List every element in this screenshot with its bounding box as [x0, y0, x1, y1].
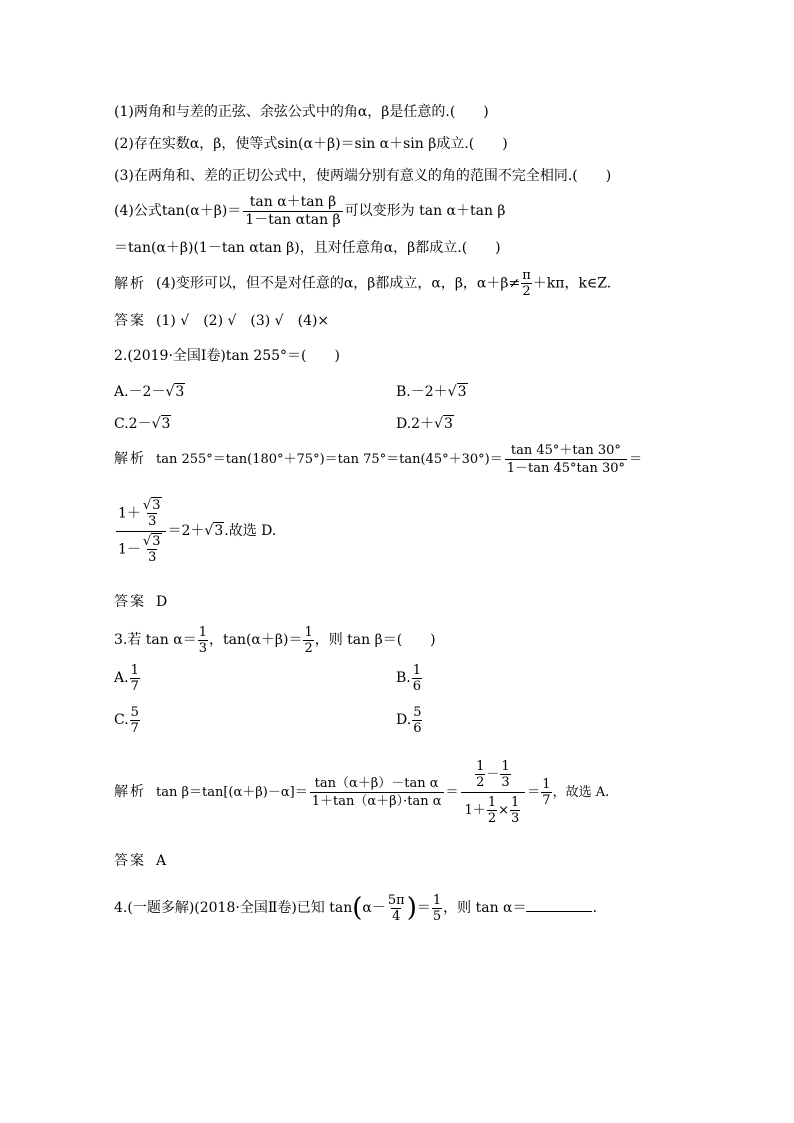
q1-analysis-fraction [521, 268, 532, 299]
q4-alpha-minus: α－ [362, 900, 386, 916]
q3-option-d-num: 5 [413, 704, 422, 720]
q2-result-radicand: 3 [214, 523, 224, 539]
q3-answer-text: A [156, 853, 167, 869]
q3-analysis-fraction-1 [310, 775, 444, 810]
q2-one-minus: 1－ [118, 541, 141, 557]
q3-stem [114, 622, 436, 658]
analysis-label: 解析 [114, 451, 146, 467]
q2-option-a-text: A.－2－ [114, 384, 166, 400]
q2-one-plus: 1＋ [118, 505, 141, 521]
q3-frac1-denominator: 1＋tan（α＋β）·tan α [311, 794, 442, 809]
q3-complex-denominator [461, 792, 526, 826]
q2-den-denominator: 3 [148, 549, 157, 565]
q3-option-b-num: 1 [412, 662, 422, 678]
q2-option-d-text: D.2＋ [396, 416, 435, 432]
q1-s4-fraction [243, 194, 342, 229]
q3-result-den: 7 [542, 793, 551, 808]
q4-five: 5 [432, 908, 442, 924]
q2-option-c-radicand: 3 [161, 416, 171, 432]
q1-analysis-end: ＋kπ，k∈Z. [532, 275, 612, 292]
q3-result-num: 1 [542, 777, 551, 792]
q4-four: 4 [392, 908, 401, 924]
q2-den-radicand: 3 [152, 533, 161, 549]
analysis-label: 解析 [114, 784, 146, 800]
q3-complex-fraction [461, 759, 526, 826]
q3-tan-sum-den: 2 [304, 640, 313, 656]
q3-option-b [396, 660, 423, 696]
q4-period: . [592, 900, 597, 916]
q1-s4-denominator: 1－tan αtan β [245, 211, 341, 228]
q2-option-a [114, 382, 185, 402]
q3-equals-1: ＝ [445, 785, 459, 800]
q3-cf-n1: 1 [476, 759, 485, 774]
q3-stem-c: ，则 tan β＝( ) [314, 632, 436, 648]
q2-equals: ＝ [629, 452, 643, 467]
q2-option-c [114, 414, 171, 434]
q2-analysis-fraction [505, 442, 627, 477]
q2-frac-numerator: tan 45°＋tan 30° [510, 443, 621, 458]
right-paren-icon: ) [406, 893, 417, 923]
q2-answer [114, 592, 167, 612]
q3-option-a-text: A. [114, 670, 129, 686]
q2-stem: 2.(2019·全国Ⅰ卷)tan 255°＝( ) [114, 348, 340, 364]
q3-option-c-text: C. [114, 712, 129, 728]
q1-analysis [114, 268, 611, 299]
q3-complex-numerator [470, 759, 516, 792]
q1-answer [114, 311, 329, 331]
q3-answer [114, 851, 166, 871]
q3-cf-n4: 1 [511, 795, 520, 810]
q3-option-b-text: B. [396, 670, 411, 686]
sqrt-icon: √ [165, 384, 175, 400]
q3-analysis-text: tan β＝tan[(α＋β)－α]＝ [156, 785, 308, 800]
q3-stem-a: 3.若 tan α＝ [114, 632, 197, 648]
q3-option-a-num: 1 [130, 662, 139, 678]
q3-cf-n2: 1 [501, 759, 510, 774]
q3-cf-n3: 1 [487, 795, 497, 810]
q3-cf-d4: 3 [511, 811, 520, 826]
q1-analysis-text: (4)变形可以，但不是对任意的α，β都成立，α，β，α＋β≠ [156, 275, 521, 292]
q3-tan-alpha-num: 1 [198, 624, 207, 640]
q3-choose: ，故选 A. [552, 785, 610, 800]
q1-answer-text: (1) √ (2) √ (3) √ (4)× [156, 313, 330, 329]
q2-num-denominator: 3 [148, 513, 157, 529]
left-paren-icon: ( [352, 893, 363, 923]
q3-tan-sum-num: 1 [304, 624, 313, 640]
sqrt-icon: √ [151, 416, 161, 432]
q2-analysis [114, 440, 642, 479]
q4-five-pi: 5π [387, 892, 405, 908]
q3-cf-d3: 2 [487, 811, 497, 826]
q4-one: 1 [432, 892, 442, 908]
q3-cf-d1: 2 [476, 775, 485, 790]
q3-frac1-numerator: tan（α＋β）－tan α [314, 776, 439, 791]
q3-cf-minus: － [486, 767, 500, 782]
q2-frac-denominator: 1－tan 45°tan 30° [506, 461, 626, 476]
q1-statement-3: (3)在两角和、差的正切公式中，使两端分别有意义的角的范围不完全相同.( ) [114, 168, 612, 184]
analysis-label: 解析 [114, 275, 146, 292]
q4-equals: ＝ [416, 900, 431, 916]
sqrt-icon: √ [434, 416, 444, 432]
q1-pi: π [522, 268, 531, 283]
answer-label: 答案 [114, 853, 146, 869]
q1-s4-prefix: (4)公式tan(α＋β)＝ [114, 203, 242, 219]
q1-s4-numerator: tan α＋tan β [249, 193, 337, 210]
q3-option-b-den: 6 [412, 678, 422, 694]
q3-option-a [114, 660, 141, 696]
q1-statement-4-line2: ＝tan(α＋β)(1－tan αtan β)，且对任意角α，β都成立.( ) [114, 240, 501, 256]
q3-option-d-text: D. [396, 712, 412, 728]
q3-equals-2: ＝ [527, 785, 541, 800]
q2-option-c-text: C.2－ [114, 416, 152, 432]
q3-option-c-den: 7 [130, 720, 139, 736]
q2-result: ＝2＋ [167, 523, 205, 539]
q2-answer-text: D [156, 594, 168, 610]
q3-analysis [114, 745, 609, 840]
q2-num-radicand: 3 [152, 497, 161, 513]
q1-statement-1: (1)两角和与差的正弦、余弦公式中的角α，β是任意的.( ) [114, 104, 489, 120]
q2-option-b-radicand: 3 [457, 384, 467, 400]
q2-complex-numerator [116, 498, 166, 531]
q4-stem-b: ，则 tan α＝ [443, 900, 527, 916]
q3-option-d-den: 6 [413, 720, 422, 736]
q4-stem-a: 4.(一题多解)(2018·全国Ⅱ卷)已知 tan [114, 900, 353, 916]
sqrt-icon: √ [142, 533, 152, 549]
q4-stem [114, 886, 597, 930]
q1-statement-4 [114, 193, 506, 229]
q2-complex-denominator [116, 531, 166, 565]
q3-stem-b: ，tan(α＋β)＝ [208, 632, 303, 648]
q3-option-d [396, 702, 423, 738]
q1-two: 2 [522, 284, 531, 299]
answer-label: 答案 [114, 594, 146, 610]
q2-option-a-radicand: 3 [175, 384, 185, 400]
q4-answer-blank[interactable] [526, 897, 592, 912]
q1-s4-suffix: 可以变形为 tan α＋tan β [344, 203, 506, 219]
q2-choose: .故选 D. [224, 523, 277, 539]
q3-option-c [114, 702, 141, 738]
q3-cf-times: × [498, 803, 509, 818]
q2-option-d-radicand: 3 [444, 416, 453, 432]
q3-option-a-den: 7 [130, 678, 139, 694]
q2-complex-fraction [116, 498, 166, 565]
q2-option-b [396, 382, 468, 402]
q2-analysis-text: tan 255°＝tan(180°＋75°)＝tan 75°＝tan(45°＋30°)＝ [156, 452, 503, 467]
q3-cf-one-plus: 1＋ [464, 803, 486, 818]
q2-option-b-text: B.－2＋ [396, 384, 448, 400]
q3-tan-alpha-den: 3 [198, 640, 207, 656]
q3-option-c-num: 5 [130, 704, 139, 720]
answer-label: 答案 [114, 313, 146, 329]
sqrt-icon: √ [447, 384, 457, 400]
q2-option-d [396, 414, 454, 434]
sqrt-icon: √ [142, 497, 152, 513]
q2-analysis-continued [114, 484, 276, 578]
q1-statement-2: (2)存在实数α，β，使等式sin(α＋β)＝sin α＋sin β成立.( ) [114, 136, 508, 152]
sqrt-icon: √ [204, 523, 214, 539]
q3-cf-d2: 3 [501, 775, 510, 790]
